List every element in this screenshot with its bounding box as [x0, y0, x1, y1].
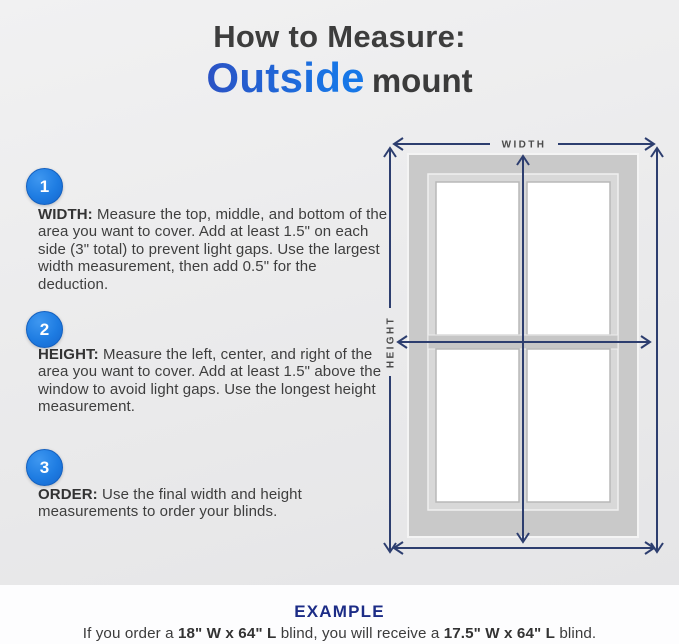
example-heading: EXAMPLE [294, 602, 385, 621]
example-suffix: blind. [555, 625, 597, 642]
step-1-number-badge: 1 [26, 168, 63, 205]
step-1-label: WIDTH: [38, 206, 93, 223]
step-1-body: Measure the top, middle, and bottom of the area you want to cover. Add at least 1.5" on each side (3" total) to prevent light gaps. Use the largest width measurement, then add 0.5" for the deduction. [38, 206, 388, 293]
window-measurement-diagram [378, 130, 670, 562]
step-2-number-badge: 2 [26, 311, 63, 348]
title-block [0, 21, 679, 100]
mount-type-highlight: Outside [206, 53, 365, 101]
example-receive-size: 17.5" W x 64" L [443, 625, 556, 642]
window-pane-upper-right [527, 182, 610, 335]
width-dimension-label: WIDTH [501, 139, 547, 151]
step-3-instructions [38, 486, 390, 521]
step-2-instructions [38, 346, 390, 416]
example-middle: blind, you will receive a [276, 625, 444, 642]
height-dimension-label: HEIGHT [385, 315, 397, 369]
window-pane-lower-right [527, 349, 610, 502]
page-title: How to Measure: [213, 19, 466, 54]
example-section [0, 585, 679, 644]
mount-type-rest: mount [371, 61, 473, 99]
window-pane-upper-left [436, 182, 519, 335]
page-subtitle [0, 53, 679, 101]
example-prefix: If you order a [82, 625, 178, 642]
step-1-instructions [38, 206, 390, 293]
window-pane-lower-left [436, 349, 519, 502]
example-order-size: 18" W x 64" L [177, 625, 277, 642]
step-3-body: Use the final width and height measurements to order your blinds. [38, 486, 302, 521]
step-3-number-badge: 3 [26, 449, 63, 486]
step-3-label: ORDER: [38, 486, 98, 503]
step-2-body: Measure the left, center, and right of the area you want to cover. Add at least 1.5" above the window to avoid light gaps. Use the longest height measurement. [38, 346, 382, 416]
step-2-label: HEIGHT: [38, 346, 99, 363]
example-sentence [0, 625, 679, 642]
